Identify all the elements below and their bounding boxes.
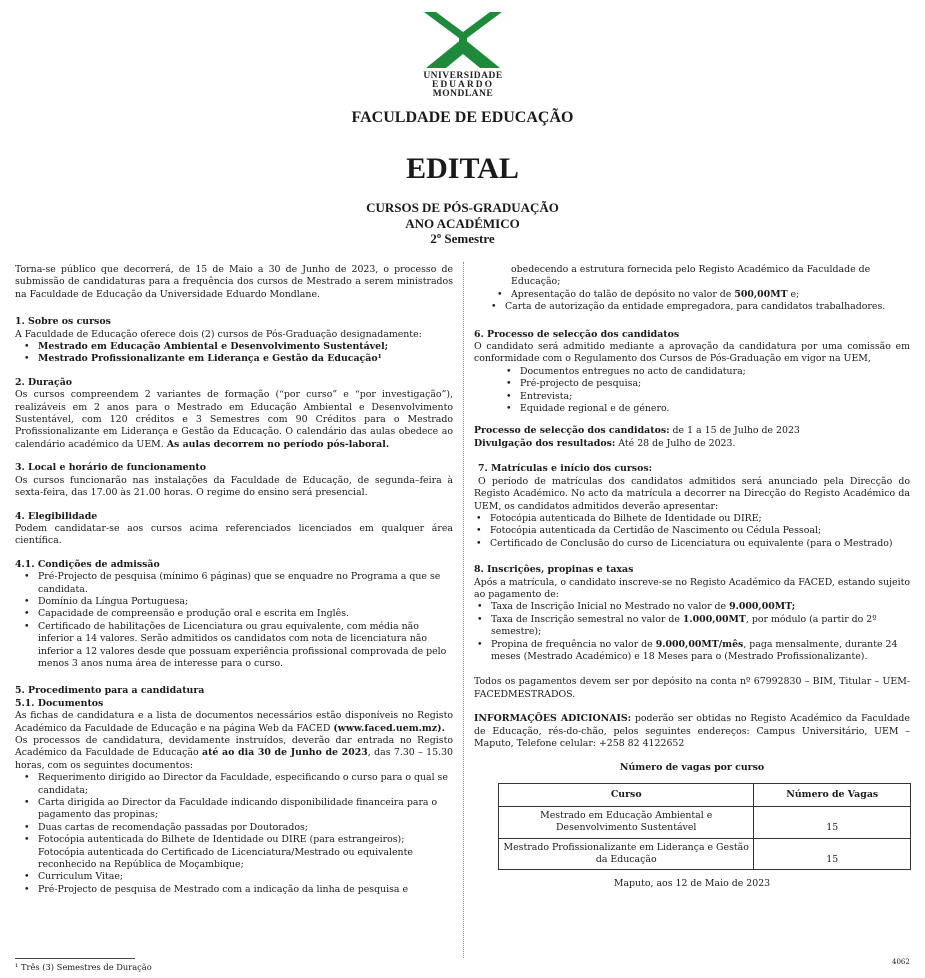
section-5-p1: As fichas de candidatura e a lista de documentos necessários estão disponíveis no Registo Académico da Faculdade de Educação e na página Web da FACED (www.faced.uem.mz). xyxy=(15,710,453,734)
vacancies-table-title: Número de vagas por curso xyxy=(619,762,765,774)
section-3-title: 3. Local e horário de funcionamento xyxy=(15,462,206,474)
selection-criteria-list xyxy=(474,366,910,416)
logo-line-1: UNIVERSIDADE xyxy=(423,71,503,81)
section-6-title: 6. Processo de selecção dos candidatos xyxy=(474,328,680,340)
additional-info: INFORMAÇÕES ADICIONAIS: poderão ser obtidas no Registo Académico da Faculdade de Educação, rés-do-chão, pelos seguintes endereços: Campus Universitário, UEM – Maputo, Telefone celular: +258 82 4122652 xyxy=(474,713,910,749)
list-item: • Apresentação do talão de depósito no valor de 500,00MT e; xyxy=(511,289,910,301)
list-item: • Propina de frequência no valor de 9.000,00MT/mês, paga mensalmente, durante 24 meses (Mestrado Académico) e 18 Meses para o (Mestrado Profissionalizante). xyxy=(491,639,910,664)
list-item: • Pré-projecto de pesquisa; xyxy=(520,378,910,390)
subtitle-block xyxy=(0,200,925,247)
university-logo xyxy=(413,10,513,105)
section-3-text: Os cursos funcionarão nas instalações da Faculdade de Educação, de segunda–feira à sexta-feira, das 17.00 às 21.00 horas. O regime do ensino será presencial. xyxy=(15,474,453,499)
right-column xyxy=(474,264,910,891)
table-header-row xyxy=(499,783,911,806)
payment-text: Todos os pagamentos devem ser por depósito na conta nº 67992830 – BIM, Titular – UEM-FACEDMESTRADOS. xyxy=(474,676,910,700)
course-list xyxy=(15,341,453,366)
faced-website-link[interactable]: (www.faced.uem.mz). xyxy=(333,722,445,734)
list-item: • Fotocópia autenticada do Bilhete de Identidade ou DIRE; xyxy=(490,513,910,525)
faculty-name: FACULDADE DE EDUCAÇÃO xyxy=(351,109,574,126)
subtitle-3: 2º Semestre xyxy=(430,231,495,246)
column-header-course: Curso xyxy=(499,783,754,806)
subtitle-2: ANO ACADÉMICO xyxy=(405,215,520,231)
list-item-continuation: obedecendo a estrutura fornecida pelo Registo Académico da Faculdade de Educação; xyxy=(511,264,871,288)
documents-list xyxy=(15,772,453,896)
section-5-title: 5. Procedimento para a candidatura xyxy=(15,685,205,697)
footnote-rule xyxy=(15,958,135,959)
vacancies-table xyxy=(498,783,911,871)
logo-line-2: EDUARDO xyxy=(431,80,495,90)
section-1-title: 1. Sobre os cursos xyxy=(15,316,111,328)
admission-list xyxy=(15,571,453,670)
section-4-1-title: 4.1. Condições de admissão xyxy=(15,558,160,570)
table-cell-course: Mestrado em Educação Ambiental e Desenvolvimento Sustentável xyxy=(499,806,754,838)
section-5-1-title: 5.1. Documentos xyxy=(15,697,104,709)
section-1-text: A Faculdade de Educação oferece dois (2) cursos de Pós-Graduação designadamente: xyxy=(15,328,422,340)
column-header-vacancies: Número de Vagas xyxy=(754,783,911,806)
signature-date: Maputo, aos 12 de Maio de 2023 xyxy=(613,878,771,890)
list-item: • Duas cartas de recomendação passadas por Doutorados; xyxy=(38,822,453,834)
documents-list-continued xyxy=(474,264,910,301)
list-item: • Requerimento dirigido ao Director da Faculdade, especificando o curso para o qual se candidata; xyxy=(38,772,453,797)
column-divider xyxy=(463,262,464,958)
intro-paragraph: Torna-se público que decorrerá, de 15 de Maio a 30 de Junho de 2023, o processo de submissão de candidaturas para a frequência dos cursos de Mestrado a serem ministrados na Faculdade de Educação da Universidade Eduardo Mondlane. xyxy=(15,264,453,300)
list-item: • Taxa de Inscrição Inicial no Mestrado no valor de 9.000,00MT; xyxy=(491,601,910,613)
left-column xyxy=(15,264,453,896)
section-6-text: O candidato será admitido mediante a aprovação da candidatura por uma comissão em conformidade com o Regulamento dos Cursos de Pós-Graduação em vigor na UEM, xyxy=(474,341,910,365)
fees-list xyxy=(474,601,910,663)
selection-dates: Processo de selecção dos candidatos: de 1 a 15 de Julho de 2023 xyxy=(474,425,800,437)
uem-emblem-icon xyxy=(420,10,506,72)
document-code: 4062 xyxy=(892,958,910,966)
section-5-p2: Os processos de candidatura, devidamente instruídos, deverão dar entrada no Registo Académico da Faculdade de Educação até ao dia 30 de Junho de 2023, das 7.30 – 15.30 horas, com os seguintes documentos: xyxy=(15,735,454,771)
list-item: • Certificado de habilitações de Licenciatura ou grau equivalente, com média não inferior a 14 valores. Serão admitidos os candidatos com nota de licenciatura não inferior a 12 valores desde que possuam experiência profissional comprovada de pelo menos 3 anos numa área de interesse para o curso. xyxy=(38,621,453,671)
list-item: • Documentos entregues no acto de candidatura; xyxy=(520,366,910,378)
list-item: • Entrevista; xyxy=(520,391,910,403)
list-item: • Fotocópia autenticada da Certidão de Nascimento ou Cédula Pessoal; xyxy=(490,525,910,537)
section-8-title: 8. Inscrições, propinas e taxas xyxy=(474,564,634,576)
footnote: ¹ Três (3) Semestres de Duração xyxy=(15,962,152,972)
documents-list-last xyxy=(474,301,910,313)
section-7-text: O período de matrículas dos candidatos admitidos será anunciado pela Direcção do Registo Académico. No acto da matrícula a decorrer na Direcção do Registo Académico da UEM, os candidatos admitidos deverão apresentar: xyxy=(474,475,910,512)
section-7-title: 7. Matrículas e início dos cursos: xyxy=(478,463,653,475)
table-cell-course: Mestrado Profissionalizante em Liderança e Gestão da Educação xyxy=(499,838,754,870)
list-item: • Pré-Projecto de pesquisa (mínimo 6 páginas) que se enquadre no Programa a que se candidata. xyxy=(38,571,453,596)
table-cell-vacancies: 15 xyxy=(754,806,911,838)
section-2-title: 2. Duração xyxy=(15,376,73,388)
subtitle-1: CURSOS DE PÓS-GRADUAÇÃO xyxy=(366,200,559,215)
list-item: • Domínio da Língua Portuguesa; xyxy=(38,596,453,608)
section-4-text: Podem candidatar-se aos cursos acima referenciados licenciados em qualquer área científica. xyxy=(15,522,453,547)
table-row xyxy=(499,838,911,870)
list-item: • Carta de autorização da entidade empregadora, para candidatos trabalhadores. xyxy=(505,301,910,313)
list-item: • Capacidade de compreensão e produção oral e escrita em Inglês. xyxy=(38,608,453,620)
list-item: • Certificado de Conclusão do curso de Licenciatura ou equivalente (para o Mestrado) xyxy=(490,538,910,550)
list-item: • Mestrado em Educação Ambiental e Desenvolvimento Sustentável; xyxy=(38,341,453,353)
section-4-title: 4. Elegibilidade xyxy=(15,510,98,522)
list-item: • Taxa de Inscrição semestral no valor de 1.000,00MT, por módulo (a partir do 2º semestre); xyxy=(491,614,910,639)
logo-line-3: MONDLANE xyxy=(432,89,494,99)
list-item: • Curriculum Vitae; xyxy=(38,871,453,883)
list-item: • Pré-Projecto de pesquisa de Mestrado com a indicação da linha de pesquisa e xyxy=(38,884,453,896)
list-item: • Fotocópia autenticada do Bilhete de Identidade ou DIRE (para estrangeiros); Fotocópia autenticada do Certificado de Licenciatura/Mestrado ou equivalente reconhecido na República de Moçambique; xyxy=(38,834,453,871)
page-title: EDITAL xyxy=(406,152,519,185)
list-item: • Equidade regional e de género. xyxy=(520,403,910,415)
table-row xyxy=(499,806,911,838)
results-dates: Divulgação dos resultados: Até 28 de Julho de 2023. xyxy=(474,437,736,449)
section-8-text: Após a matrícula, o candidato inscreve-se no Registo Académico da FACED, estando sujeito ao pagamento de: xyxy=(474,576,910,600)
enrolment-list xyxy=(474,513,910,550)
list-item: • Carta dirigida ao Director da Faculdade indicando disponibilidade financeira para o pagamento das propinas; xyxy=(38,797,453,822)
section-2-text: Os cursos compreendem 2 variantes de formação (“por curso” e “por investigação”), realizáveis em 2 anos para o Mestrado em Educação Ambiental e Desenvolvimento Sustentável, com 120 créditos e 3 Semestres com 90 Créditos para o Mestrado Profissionalizante em Liderança e Gestão da Educação. O calendário das aulas obedece ao calendário académico da UEM. As aulas decorrem no período pós-laboral. xyxy=(15,389,453,450)
list-item: • Mestrado Profissionalizante em Liderança e Gestão da Educação¹ xyxy=(38,353,453,365)
table-cell-vacancies: 15 xyxy=(754,838,911,870)
